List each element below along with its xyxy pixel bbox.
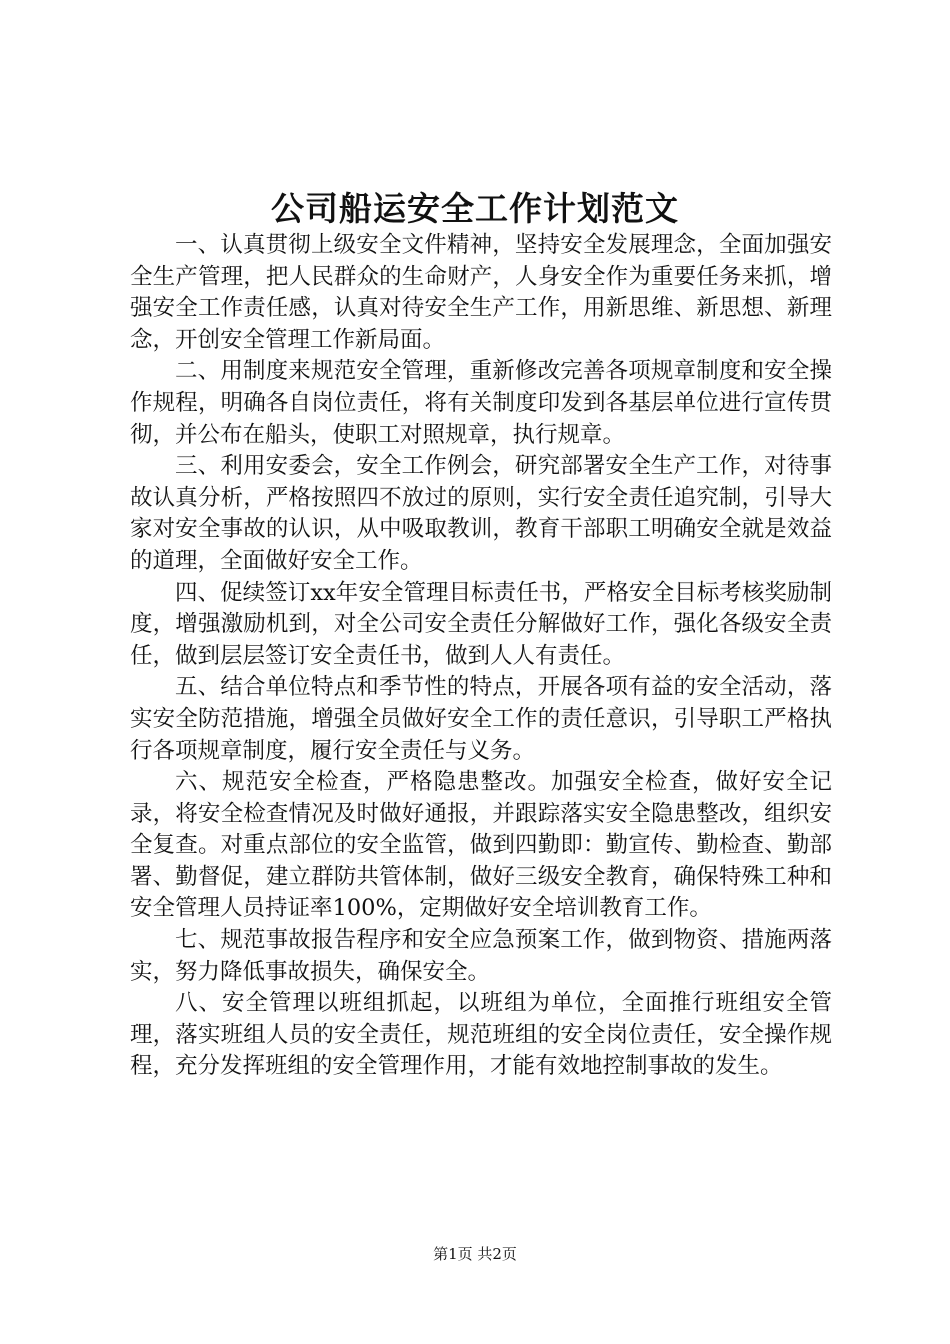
paragraph-6: 六、规范安全检查，严格隐患整改。加强安全检查，做好安全记录，将安全检查情况及时做好通报，并跟踪落实安全隐患整改，组织安全复查。对重点部位的安全监管，做到四勤即：勤宣传、勤检查、勤部署、勤督促，建立群防共管体制，做好三级安全教育，确保特殊工种和安全管理人员持证率100%，定期做好安全培训教育工作。: [130, 769, 832, 922]
document-body: [130, 230, 832, 1083]
paragraph-2: 二、用制度来规范安全管理，重新修改完善各项规章制度和安全操作规程，明确各自岗位责任，将有关制度印发到各基层单位进行宣传贯彻，并公布在船头，使职工对照规章，执行规章。: [130, 358, 832, 448]
page-number-footer: 第1页 共2页: [433, 1245, 517, 1263]
paragraph-7: 七、规范事故报告程序和安全应急预案工作，做到物资、措施两落实，努力降低事故损失，确保安全。: [130, 927, 832, 985]
paragraph-4: 四、促续签订xx年安全管理目标责任书，严格安全目标考核奖励制度，增强激励机到，对全公司安全责任分解做好工作，强化各级安全责任，做到层层签订安全责任书，做到人人有责任。: [130, 579, 832, 669]
document-title: 公司船运安全工作计划范文: [271, 189, 679, 228]
paragraph-1: 一、认真贯彻上级安全文件精神，坚持安全发展理念，全面加强安全生产管理，把人民群众的生命财产，人身安全作为重要任务来抓，增强安全工作责任感，认真对待安全生产工作，用新思维、新思想、新理念，开创安全管理工作新局面。: [130, 232, 832, 353]
paragraph-8: 八、安全管理以班组抓起，以班组为单位，全面推行班组安全管理，落实班组人员的安全责任，规范班组的安全岗位责任，安全操作规程，充分发挥班组的安全管理作用，才能有效地控制事故的发生。: [130, 990, 832, 1080]
paragraph-5: 五、结合单位特点和季节性的特点，开展各项有益的安全活动，落实安全防范措施，增强全员做好安全工作的责任意识，引导职工严格执行各项规章制度，履行安全责任与义务。: [130, 674, 832, 764]
paragraph-3: 三、利用安委会，安全工作例会，研究部署安全生产工作，对待事故认真分析，严格按照四不放过的原则，实行安全责任追究制，引导大家对安全事故的认识，从中吸取教训，教育干部职工明确安全就是效益的道理，全面做好安全工作。: [130, 453, 832, 574]
